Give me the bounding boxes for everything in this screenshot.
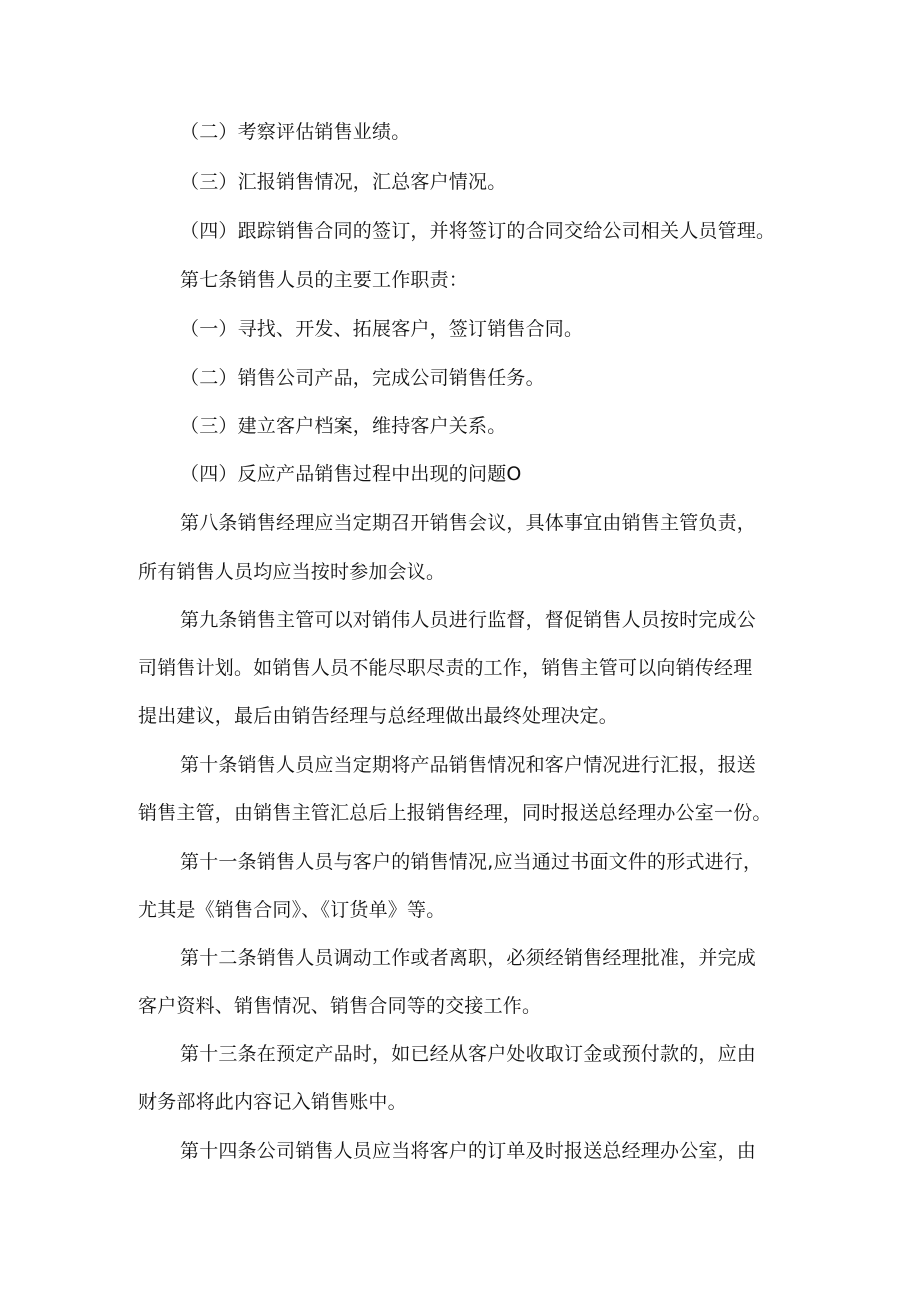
text-line-20: 第十三条在预定产品时，如已经从客户处收取订金或预付款的，应由 (180, 1043, 757, 1065)
text-line-9: 第八条销售经理应当定期召开销售会议，具体事宜由销售主管负责， (180, 512, 757, 534)
text-line-22: 第十四条公司销售人员应当将客户的订单及时报送总经理办公室，由 (180, 1140, 757, 1162)
text-line-19: 客户资料、销售情况、销售合同等的交接工作。 (138, 995, 542, 1017)
text-line-6: （二）销售公司产品，完成公司销售任务。 (180, 367, 545, 389)
text-line-13: 提出建议，最后由销告经理与总经理做出最终处理决定。 (138, 705, 619, 727)
text-line-4: 第七条销售人员的主要工作职责： (180, 269, 469, 291)
text-line-3: （四）跟踪销售合同的签订，并将签订的合同交给公司相关人员管理。 (180, 220, 776, 242)
text-line-18: 第十二条销售人员调动工作或者离职，必须经销售经理批准，并完成 (180, 947, 757, 969)
text-line-7: （三）建立客户档案，维持客户关系。 (180, 415, 507, 437)
text-line-14: 第十条销售人员应当定期将产品销售情况和客户情况进行汇报，报送 (180, 754, 757, 776)
text-line-8: （四）反应产品销售过程中出现的问题O (180, 463, 522, 485)
text-line-12: 司销售计划。如销售人员不能尽职尽责的工作，销售主管可以向销传经理 (138, 657, 753, 679)
text-line-16: 第十一条销售人员与客户的销售情况,应当通过书面文件的形式进行， (180, 851, 763, 873)
text-line-17: 尤其是《销售合同》、《订货单》等。 (138, 899, 446, 921)
text-line-10: 所有销售人员均应当按时参加会议。 (138, 561, 446, 583)
text-line-5: （一）寻找、开发、拓展客户，签订销售合同。 (180, 318, 584, 340)
text-line-11: 第九条销售主管可以对销伟人员进行监督，督促销售人员按时完成公 (180, 609, 757, 631)
text-line-21: 财务部将此内容记入销售账中。 (138, 1091, 407, 1113)
text-line-1: （二）考察评估销售业绩。 (180, 121, 411, 143)
text-line-2: （三）汇报销售情况，汇总客户情况。 (180, 171, 507, 193)
text-line-15: 销售主管，由销售主管汇总后上报销售经理，同时报送总经理办公室一份。 (138, 802, 772, 824)
